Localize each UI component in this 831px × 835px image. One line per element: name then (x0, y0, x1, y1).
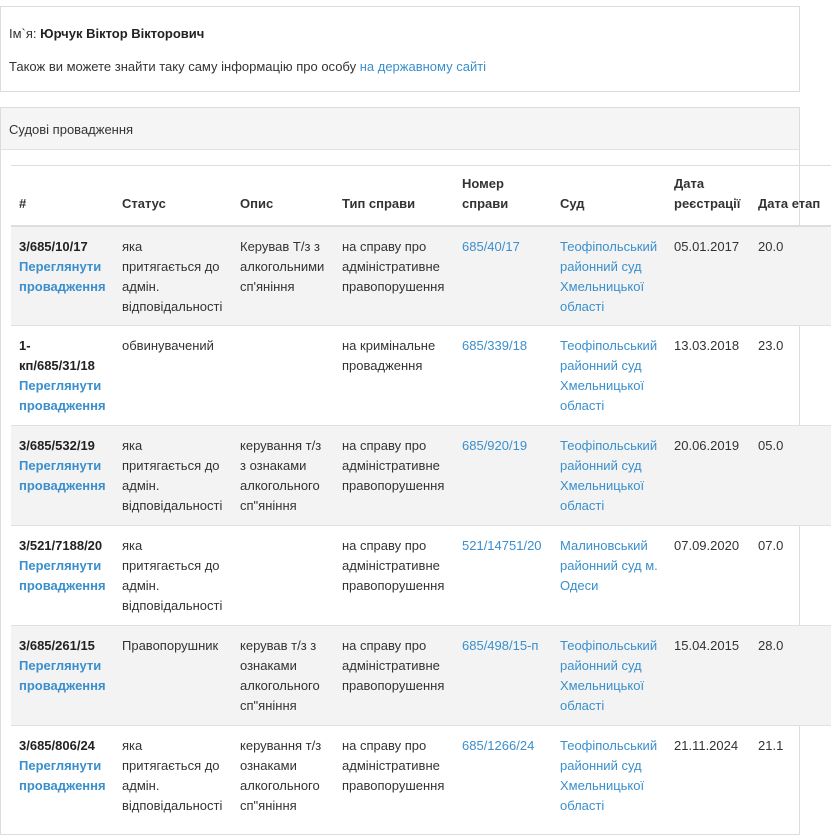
case-number-link[interactable]: 685/40/17 (462, 238, 520, 254)
cell-case-type: на справу про адміністративне правопорушення (334, 426, 454, 526)
table-row (11, 226, 831, 326)
cell-case-type: на справу про адміністративне правопорушення (334, 726, 454, 826)
cell-description (232, 326, 334, 426)
cell-proceeding-id (11, 526, 114, 626)
court-link[interactable]: Теофіпольський районний суд Хмельницької області (560, 238, 658, 314)
cell-description: керував т/з з ознаками алкогольного сп"яніння (232, 626, 334, 726)
view-proceeding-link[interactable]: Переглянути провадження (19, 558, 106, 593)
gov-site-link[interactable]: на державному сайті (359, 59, 487, 74)
view-proceeding-link[interactable]: Переглянути провадження (19, 758, 106, 793)
column-header-stage-date: Дата етап (750, 166, 831, 226)
column-header-case-number: Номер справи (454, 166, 552, 226)
case-number-link[interactable]: 685/1266/24 (462, 738, 535, 753)
cell-court (552, 226, 666, 326)
cell-stage-date: 28.0 (750, 626, 831, 726)
column-header-court: Суд (552, 166, 666, 226)
proceeding-number: 3/685/532/19 (19, 438, 95, 453)
table-row (11, 726, 831, 826)
cell-proceeding-id (11, 426, 114, 526)
cell-description (232, 526, 334, 626)
cell-case-type: на справу про адміністративне правопорушення (334, 226, 454, 326)
gov-site-text: Також ви можете знайти таку саму інформацію про особу (9, 59, 357, 74)
cell-description: Керував Т/з з алкогольними сп'яніння (232, 226, 334, 326)
cell-stage-date: 21.1 (750, 726, 831, 826)
cell-status: яка притягається до адмін. відповідальності (114, 226, 232, 326)
court-link[interactable]: Теофіпольський районний суд Хмельницької області (560, 738, 658, 813)
cell-registration-date: 05.01.2017 (666, 226, 750, 326)
court-cases-panel (0, 107, 821, 835)
column-header-status: Статус (114, 166, 232, 226)
cell-case-type: на справу про адміністративне правопорушення (334, 626, 454, 726)
column-header-description: Опис (232, 166, 334, 226)
court-link[interactable]: Теофіпольський районний суд Хмельницької області (560, 338, 658, 413)
panel-heading (1, 108, 799, 150)
cases-table-wrapper (11, 165, 821, 826)
cell-case-type: на кримінальне провадження (334, 326, 454, 426)
cell-proceeding-id (11, 726, 114, 826)
cell-registration-date: 20.06.2019 (666, 426, 750, 526)
name-label: Ім`я: (9, 26, 37, 41)
case-number-link[interactable]: 685/339/18 (462, 338, 528, 353)
cell-case-number (454, 626, 552, 726)
view-proceeding-link[interactable]: Переглянути провадження (19, 658, 106, 693)
cell-registration-date: 07.09.2020 (666, 526, 750, 626)
cell-stage-date: 05.0 (750, 426, 831, 526)
case-number-link[interactable]: 685/498/15-п (462, 638, 539, 653)
cell-court (552, 526, 666, 626)
table-row (11, 526, 831, 626)
proceeding-number: 3/685/10/17 (19, 238, 88, 254)
cell-status: Правопорушник (114, 626, 232, 726)
court-link[interactable]: Малиновський районний суд м. Одеси (560, 538, 658, 593)
cases-table (11, 165, 831, 826)
view-proceeding-link[interactable]: Переглянути провадження (19, 378, 106, 413)
cell-court (552, 326, 666, 426)
table-row (11, 326, 831, 426)
cell-status: яка притягається до адмін. відповідальності (114, 726, 232, 826)
person-card (0, 6, 800, 92)
cell-case-number (454, 326, 552, 426)
table-header-row (11, 166, 831, 226)
panel-title: Судові провадження (9, 122, 134, 137)
proceeding-number: 3/685/806/24 (19, 738, 95, 753)
cell-stage-date: 20.0 (750, 226, 831, 326)
case-number-link[interactable]: 521/14751/20 (462, 538, 542, 553)
column-header-number: # (11, 166, 114, 226)
view-proceeding-link[interactable]: Переглянути провадження (19, 258, 106, 294)
cell-case-type: на справу про адміністративне правопорушення (334, 526, 454, 626)
table-row (11, 626, 831, 726)
proceeding-number: 3/685/261/15 (19, 638, 95, 653)
case-number-link[interactable]: 685/920/19 (462, 438, 528, 453)
cell-description: керування т/з з ознаками алкогольного сп"яніння (232, 426, 334, 526)
cell-case-number (454, 526, 552, 626)
cell-case-number (454, 726, 552, 826)
court-link[interactable]: Теофіпольський районний суд Хмельницької області (560, 638, 658, 713)
cell-registration-date: 13.03.2018 (666, 326, 750, 426)
cell-case-number (454, 226, 552, 326)
cell-registration-date: 21.11.2024 (666, 726, 750, 826)
cell-court (552, 726, 666, 826)
gov-site-note (9, 59, 486, 74)
cell-court (552, 426, 666, 526)
table-row (11, 426, 831, 526)
cell-status: яка притягається до адмін. відповідальності (114, 526, 232, 626)
proceeding-number: 3/521/7188/20 (19, 538, 103, 553)
cell-proceeding-id (11, 226, 114, 326)
cell-proceeding-id (11, 626, 114, 726)
cell-registration-date: 15.04.2015 (666, 626, 750, 726)
person-name: Юрчук Віктор Вікторович (40, 26, 205, 41)
cell-stage-date: 07.0 (750, 526, 831, 626)
person-name-line (9, 26, 204, 41)
view-proceeding-link[interactable]: Переглянути провадження (19, 458, 106, 493)
cell-status: яка притягається до адмін. відповідальності (114, 426, 232, 526)
cell-case-number (454, 426, 552, 526)
cell-status: обвинувачений (114, 326, 232, 426)
court-link[interactable]: Теофіпольський районний суд Хмельницької області (560, 438, 658, 513)
cell-description: керування т/з ознаками алкогольного сп"яніння (232, 726, 334, 826)
column-header-registration-date: Дата реєстрації (666, 166, 750, 226)
cell-stage-date: 23.0 (750, 326, 831, 426)
cell-court (552, 626, 666, 726)
cell-proceeding-id (11, 326, 114, 426)
column-header-case-type: Тип справи (334, 166, 454, 226)
proceeding-number: 1-кп/685/31/18 (19, 338, 95, 373)
